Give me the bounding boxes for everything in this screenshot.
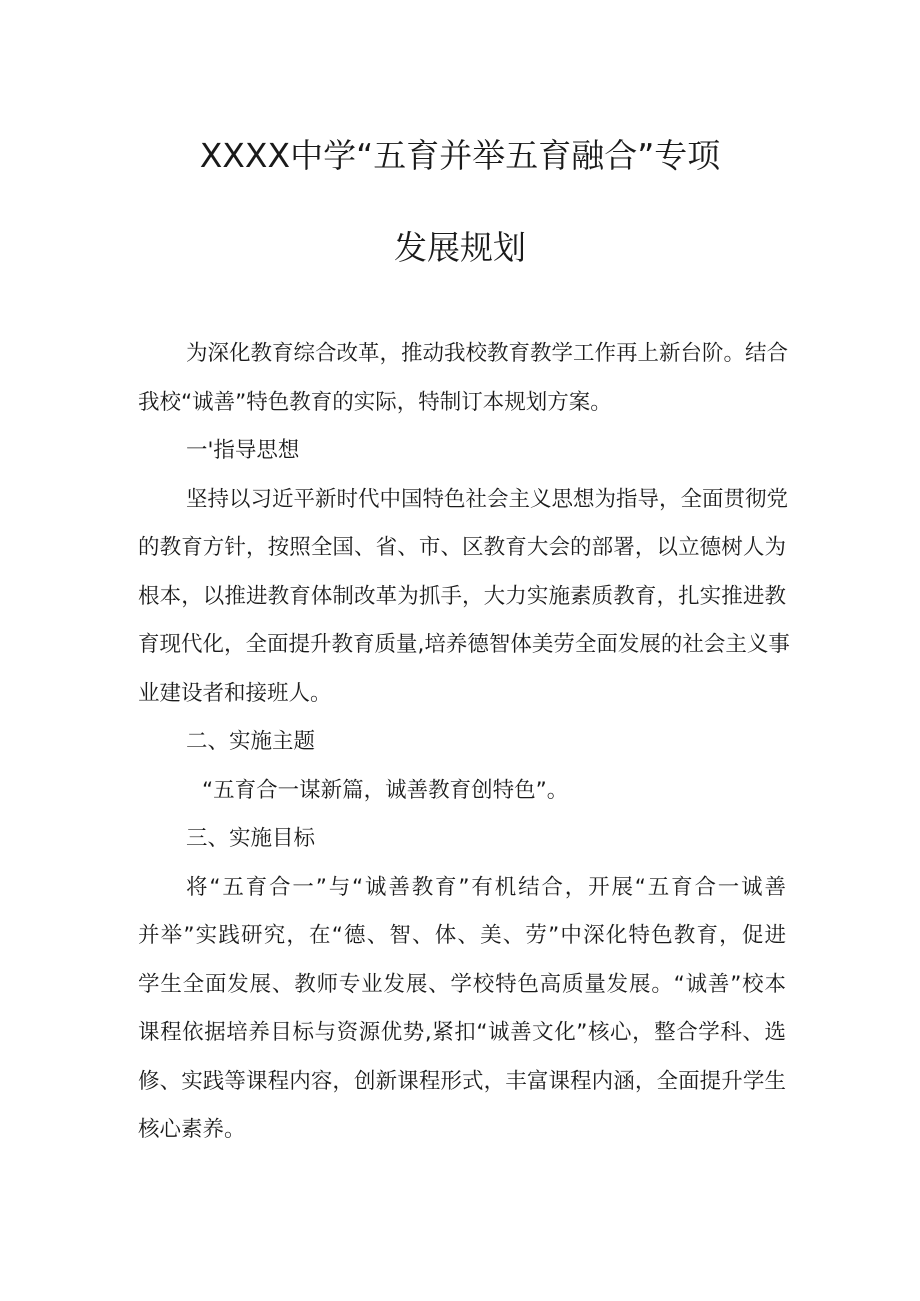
guiding-paragraph-line: 业建设者和接班人。 (138, 680, 332, 706)
section-heading-goals: 三、实施目标 (186, 826, 316, 851)
goals-paragraph-line: 并举”实践研究，在“德、智、体、美、劳”中深化特色教育，促进 (138, 923, 786, 948)
document-title-line-1: XXXX中学“五育并举五育融合”专项 (199, 136, 721, 175)
goals-paragraph-line: 核心素养。 (138, 1117, 246, 1142)
section-heading-theme: 二、实施主题 (186, 729, 316, 754)
intro-paragraph-line: 我校“诚善”特色教育的实际，特制订本规划方案。 (138, 389, 612, 415)
guiding-paragraph-line: 育现代化，全面提升教育质量,培养德智体美劳全面发展的社会主义事 (138, 632, 790, 657)
theme-slogan: “五育合一谋新篇，诚善教育创特色”。 (202, 777, 569, 803)
goals-paragraph-line: 学生全面发展、教师专业发展、学校特色高质量发展。“诚善”校本 (138, 971, 786, 997)
section-heading-guiding-ideology: 一'指导思想 (186, 438, 300, 463)
goals-paragraph-line: 将“五育合一”与“诚善教育”有机结合，开展“五育合一诚善 (186, 874, 786, 900)
goals-paragraph-line: 课程依据培养目标与资源优势,紧扣“诚善文化”核心，整合学科、选 (138, 1020, 786, 1045)
intro-paragraph-line: 为深化教育综合改革，推动我校教育教学工作再上新台阶。结合 (186, 341, 789, 366)
document-body (138, 330, 790, 1155)
guiding-paragraph-line: 坚持以习近平新时代中国特色社会主义思想为指导，全面贯彻党 (186, 486, 789, 512)
goals-paragraph-line: 修、实践等课程内容，创新课程形式，丰富课程内涵，全面提升学生 (138, 1068, 786, 1094)
document-title-line-2: 发展规划 (394, 228, 526, 267)
guiding-paragraph-line: 根本，以推进教育体制改革为抓手，大力实施素质教育，扎实推进教 (138, 583, 786, 609)
guiding-paragraph-line: 的教育方针，按照全国、省、市、区教育大会的部署，以立德树人为 (138, 535, 786, 560)
